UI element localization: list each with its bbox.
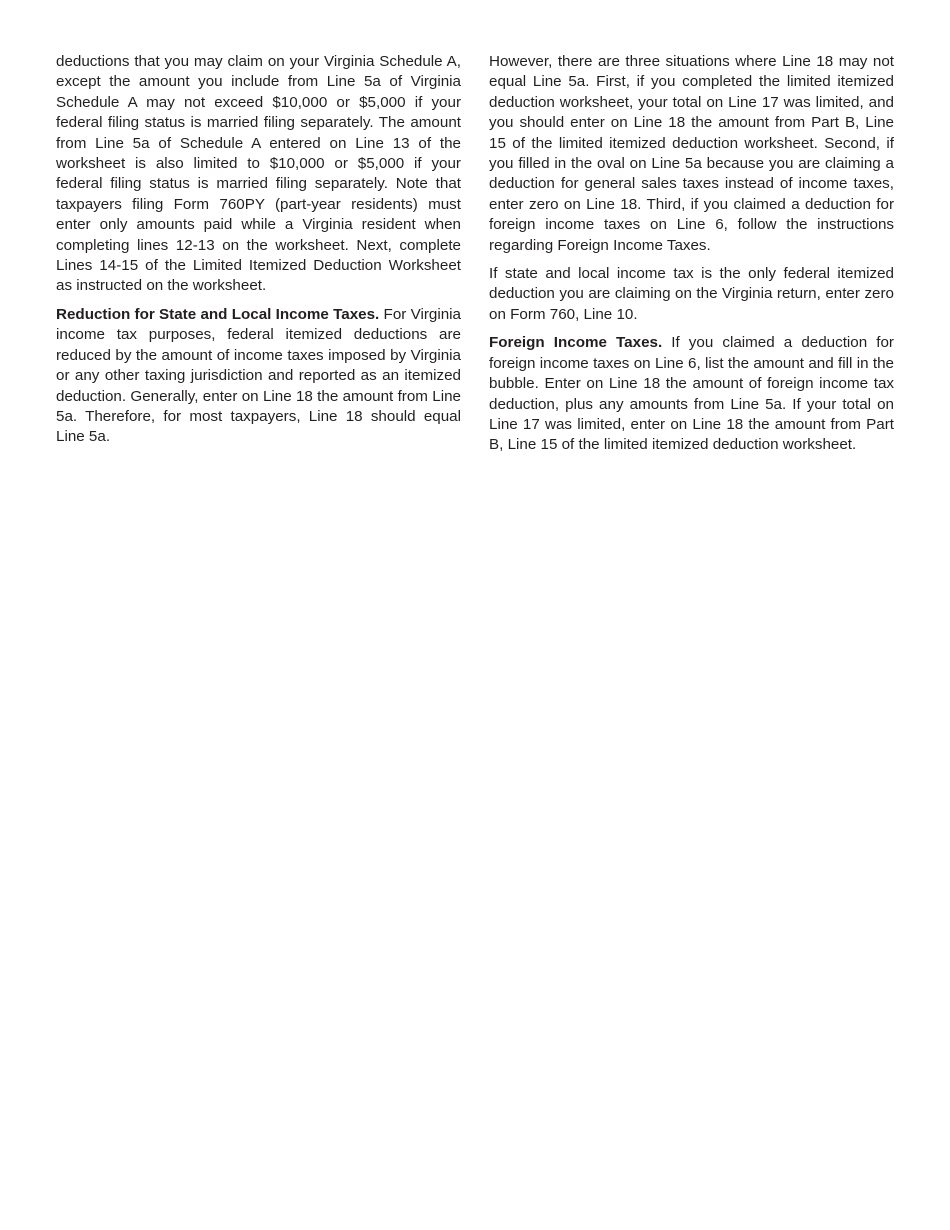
itemized-deductions-paragraph: deductions that you may claim on your Virginia Schedule A, except the amount you include from Line 5a of Virginia Schedule A may not exceed $10,000 or $5,000 if your federal filing status is married filing separately. The amount from Line 5a of Schedule A entered on Line 13 of the worksheet is also limited to $10,000 or $5,000 if your federal filing status is married filing separately. Note that taxpayers filing Form 760PY (part-year residents) must enter only amounts paid while a Virginia resident when completing lines 12-13 on the worksheet. Next, complete Lines 14-15 of the Limited Itemized Deduction Worksheet as instructed on the worksheet. xyxy=(56,53,461,295)
right-column xyxy=(489,52,894,464)
foreign-income-taxes-heading: Foreign Income Taxes. xyxy=(489,334,663,352)
state-local-tax-reduction-body: For Virginia income tax purposes, federal itemized deductions are reduced by the amount of income taxes imposed by Virginia or any other taxing jurisdiction and reported as an itemized deduction. Generally, enter on Line 18 the amount from Line 5a. Therefore, for most taxpayers, Line 18 should equal Line 5a. xyxy=(56,305,461,446)
state-local-tax-reduction-paragraph xyxy=(56,305,461,448)
foreign-income-taxes-body: If you claimed a deduction for foreign income taxes on Line 6, list the amount and fill in the bubble. Enter on Line 18 the amount of foreign income tax deduction, plus any amounts from Line 5a. If your total on Line 17 was limited, enter on Line 18 the amount from Part B, Line 15 of the limited itemized deduction worksheet. xyxy=(489,334,894,454)
instructions-page xyxy=(56,52,894,464)
only-deduction-paragraph: If state and local income tax is the only federal itemized deduction you are claiming on the Virginia return, enter zero on Form 760, Line 10. xyxy=(489,265,894,323)
state-local-tax-reduction-heading: Reduction for State and Local Income Taxes. xyxy=(56,305,380,323)
line-18-situations-paragraph: However, there are three situations where Line 18 may not equal Line 5a. First, if you completed the limited itemized deduction worksheet, your total on Line 17 was limited, and you should enter on Line 18 the amount from Part B, Line 15 of the limited itemized deduction worksheet. Second, if you filled in the oval on Line 5a because you are claiming a deduction for general sales taxes instead of income taxes, enter zero on Line 18. Third, if you claimed a deduction for foreign income taxes on Line 6, follow the instructions regarding Foreign Income Taxes. xyxy=(489,53,894,254)
foreign-income-taxes-paragraph xyxy=(489,333,894,455)
left-column xyxy=(56,52,461,464)
